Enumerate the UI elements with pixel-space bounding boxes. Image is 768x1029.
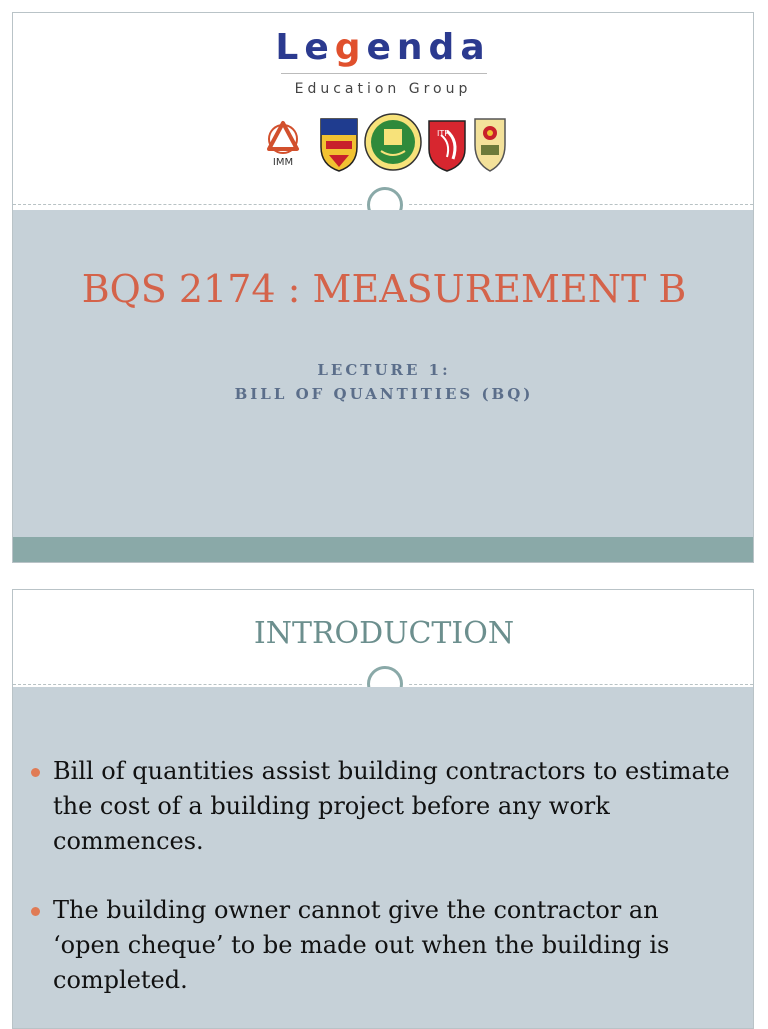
partner-crests bbox=[263, 111, 508, 173]
bullet-item: The building owner cannot give the contractor an ‘open cheque’ to be made out when the building is completed. bbox=[31, 893, 731, 998]
lecture-subtitle: BILL OF QUANTITIES (BQ) bbox=[234, 385, 534, 403]
course-title: BQS 2174 : MEASUREMENT B bbox=[81, 267, 687, 311]
bullet-dot-icon bbox=[31, 907, 40, 916]
bullet-item: Bill of quantities assist building contractors to estimate the cost of a building project before any work commences. bbox=[31, 754, 731, 859]
logo-tagline: Education Group bbox=[294, 81, 472, 97]
lecture-number: LECTURE 1: bbox=[317, 361, 451, 379]
bullet-dot-icon bbox=[31, 768, 40, 777]
bullet-list bbox=[31, 754, 731, 1029]
university-crest-icon bbox=[321, 119, 357, 171]
introduction-slide bbox=[12, 589, 754, 1029]
footer-bar bbox=[13, 537, 753, 563]
imm-label: IMM bbox=[272, 157, 294, 168]
slide-title: INTRODUCTION bbox=[253, 616, 515, 651]
imm-crest-icon bbox=[269, 123, 297, 168]
logo-divider bbox=[281, 73, 487, 74]
yellow-crest-icon bbox=[475, 119, 505, 171]
slide-header bbox=[13, 13, 753, 210]
title-slide bbox=[12, 12, 754, 563]
legenda-logo-wordmark: Legenda bbox=[275, 27, 491, 68]
itp-crest-icon bbox=[429, 121, 465, 171]
green-crest-icon bbox=[365, 114, 421, 170]
itp-label: ITP bbox=[437, 129, 450, 138]
